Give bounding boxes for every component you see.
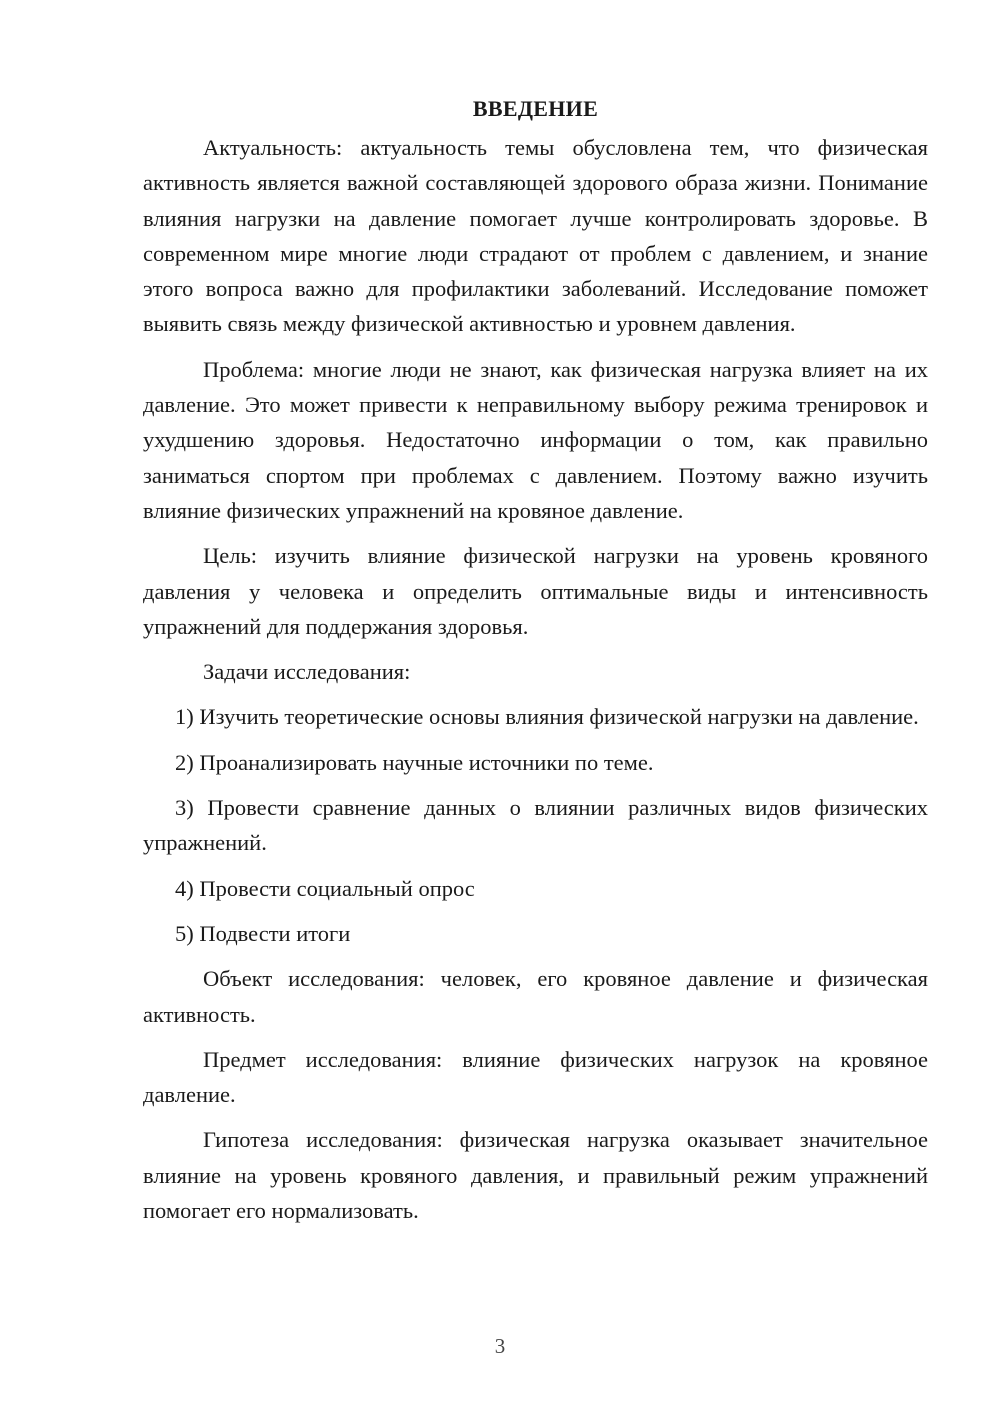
- page-number: 3: [494, 1334, 506, 1358]
- tasks-heading: Задачи исследования:: [203, 659, 411, 685]
- list-item: 3) Провести сравнение данных о влиянии различных видов физических упражнений.: [143, 795, 928, 856]
- goal-paragraph: Цель: изучить влияние физической нагрузки на уровень кровяного давления у человека и определить оптимальные виды и интенсивность упражнений для поддержания здоровья.: [143, 543, 928, 639]
- list-item: 2) Проанализировать научные источники по теме.: [175, 749, 654, 775]
- list-item: 4) Провести социальный опрос: [175, 875, 475, 901]
- hypothesis-paragraph: Гипотеза исследования: физическая нагрузка оказывает значительное влияние на уровень кровяного давления, и правильный режим упражнений помогает его нормализовать.: [143, 1127, 928, 1224]
- object-paragraph: Объект исследования: человек, его кровяное давление и физическая активность.: [143, 966, 928, 1027]
- document-page: [143, 92, 928, 1228]
- problem-paragraph: Проблема: многие люди не знают, как физическая нагрузка влияет на их давление. Это может привести к неправильному выбору режима тренировок и ухудшению здоровья. Недостаточно информации о том, как правильно заниматься спортом при проблемах с давлением. Поэтому важно изучить влияние физических упражнений на кровяное давление.: [143, 356, 928, 523]
- tasks-list: [143, 699, 928, 951]
- page-title: ВВЕДЕНИЕ: [472, 96, 599, 121]
- list-item: 1) Изучить теоретические основы влияния физической нагрузки на давление.: [175, 704, 919, 730]
- subject-paragraph: Предмет исследования: влияние физических нагрузок на кровяное давление.: [143, 1046, 928, 1108]
- relevance-paragraph: Актуальность: актуальность темы обусловлена тем, что физическая активность является важной составляющей здорового образа жизни. Понимание влияния нагрузки на давление помогает лучше контролировать здоровье. В современном мире многие люди страдают от проблем с давлением, и знание этого вопроса важно для профилактики заболеваний. Исследование поможет выявить связь между физической активностью и уровнем давления.: [143, 135, 928, 337]
- list-item: 5) Подвести итоги: [175, 920, 351, 946]
